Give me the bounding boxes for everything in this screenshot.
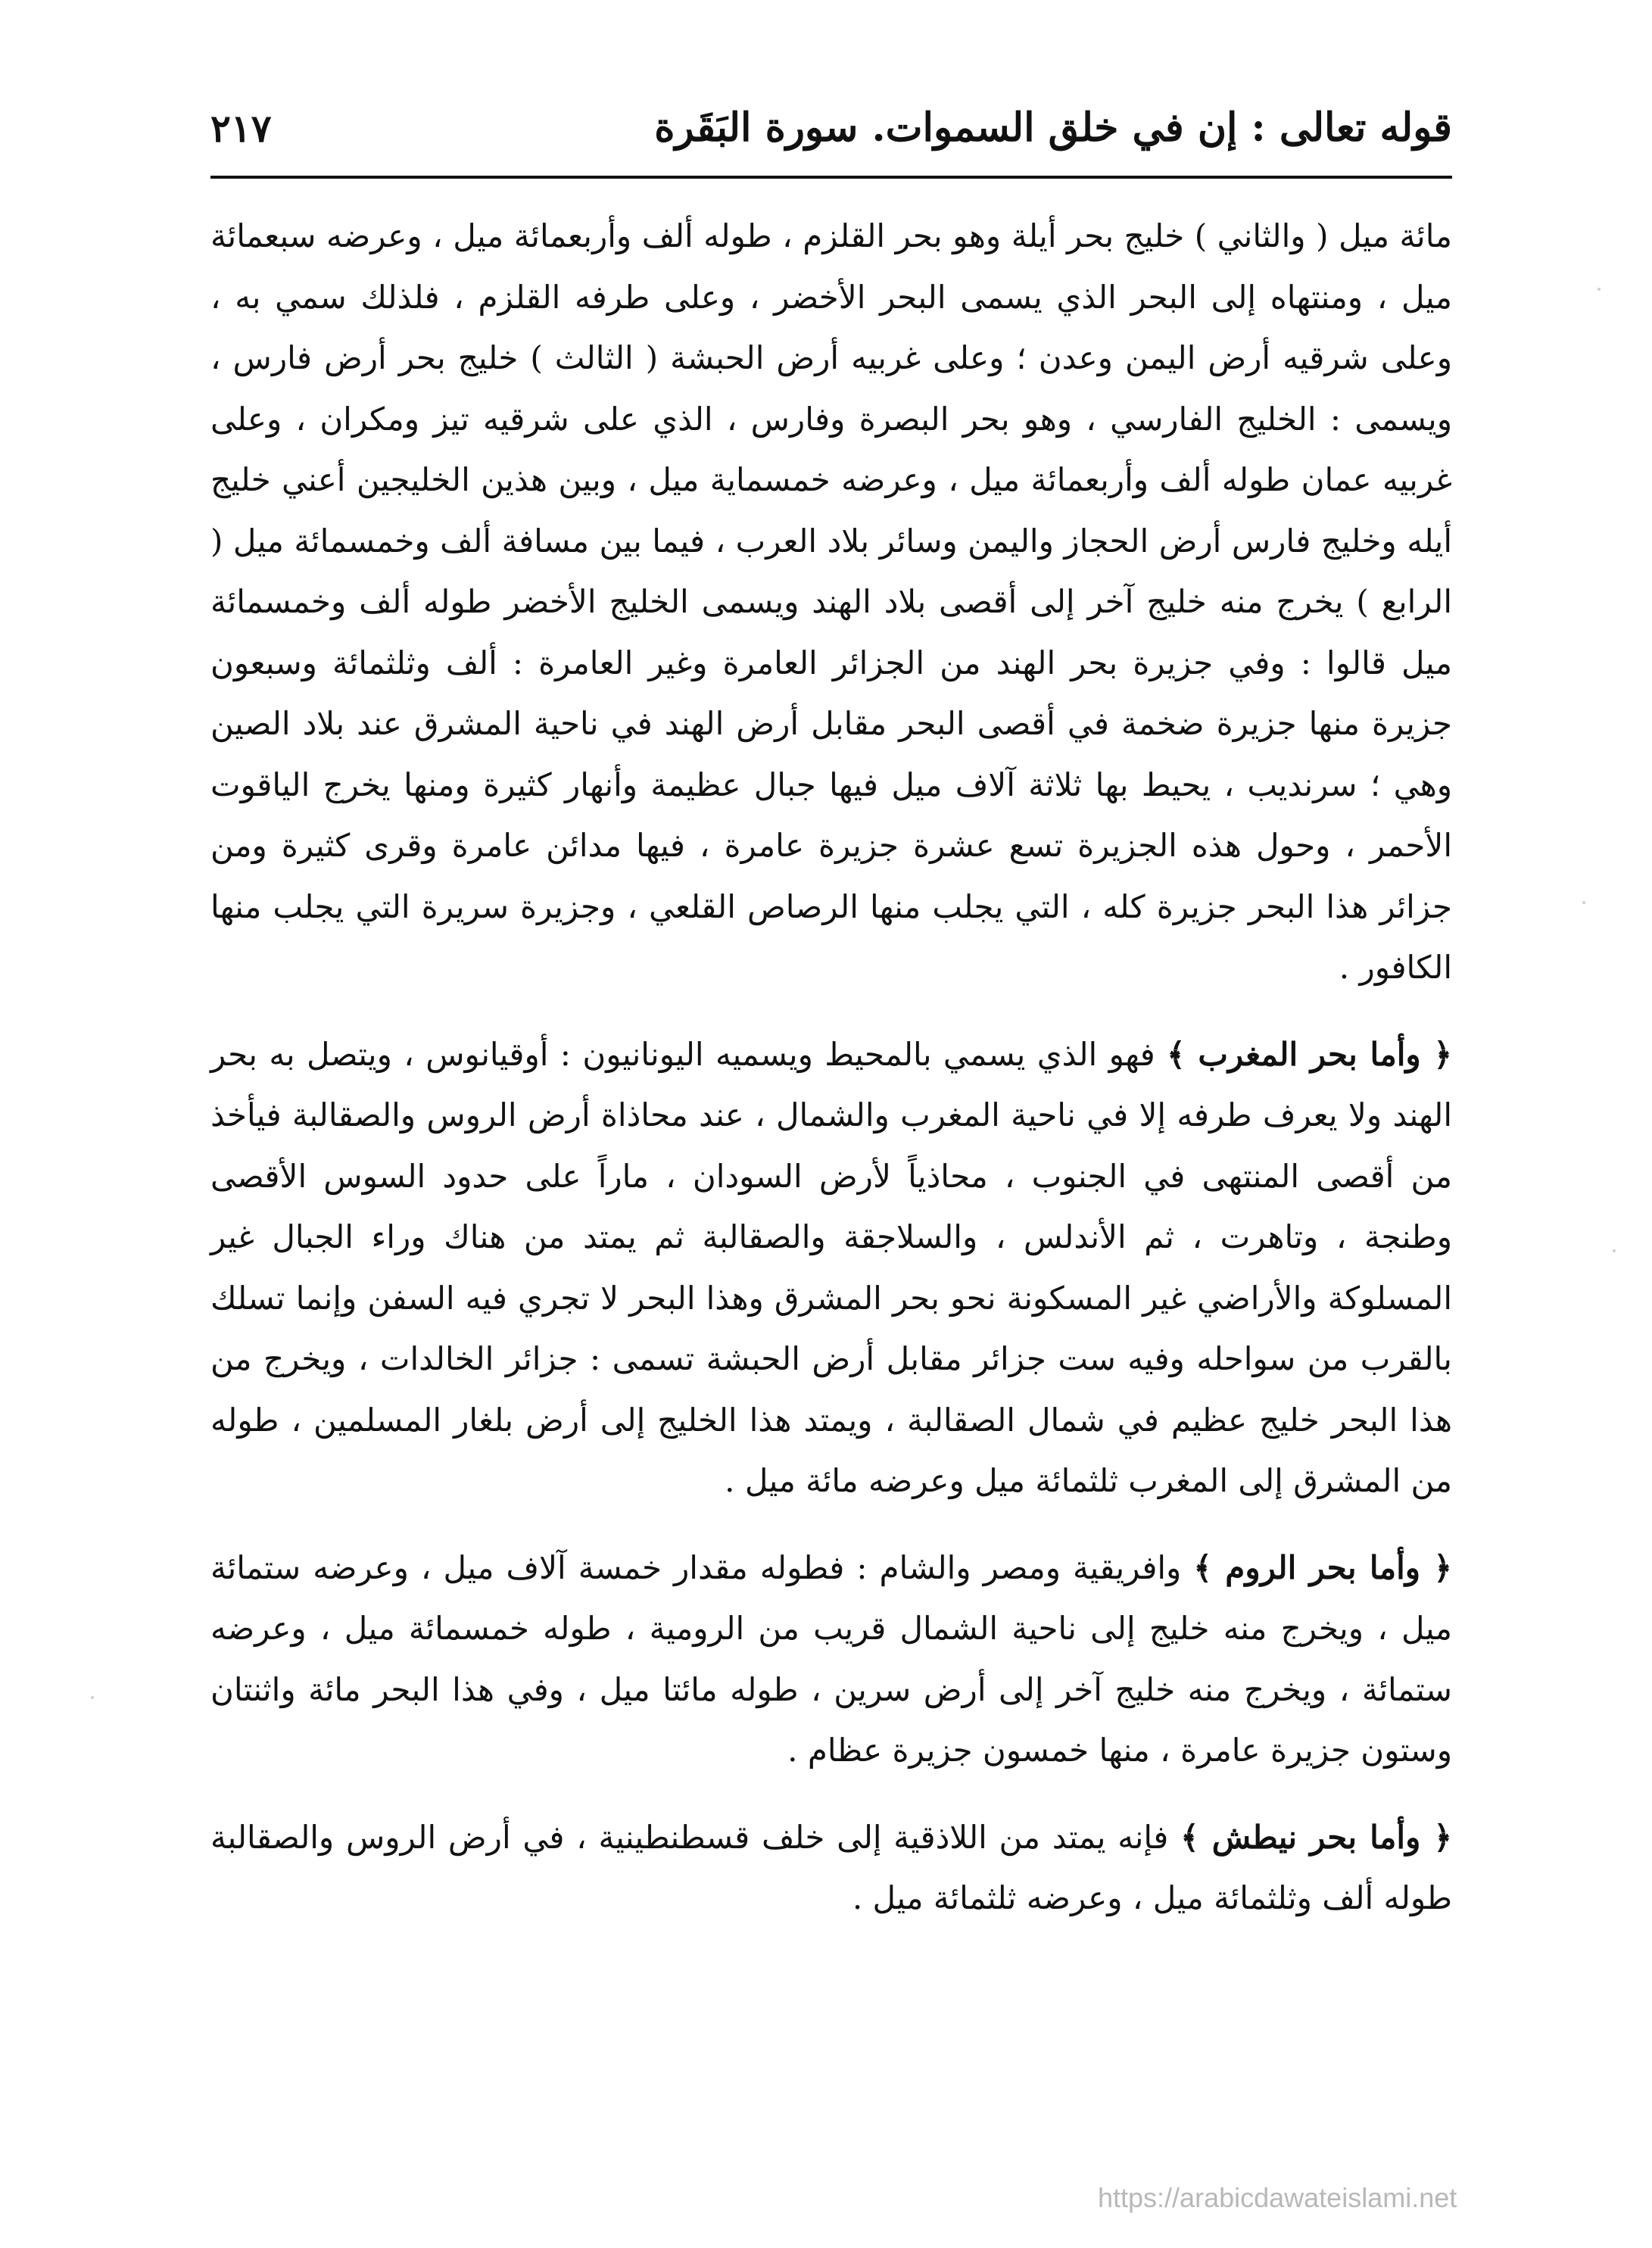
paragraph-western-sea <box>210 1024 1452 1512</box>
page-number: ٢١٧ <box>210 106 272 151</box>
paragraph-pontus-sea <box>210 1807 1452 1929</box>
running-header <box>210 97 1452 173</box>
header-title: قوله تعالى : إن في خلق السموات. سورة البَقَرة <box>654 104 1452 151</box>
paragraph-text: مائة ميل ( والثاني ) خليج بحر أيلة وهو بحر القلزم ، طوله ألف وأربعمائة ميل ، وعرضه سبعمائة ميل ، ومنتهاه إلى البحر الذي يسمى البحر الأخضر ، وعلى طرفه القلزم ، فلذلك سمي به ، وعلى شرقيه أرض اليمن وعدن ؛ وعلى غربيه أرض الحبشة ( الثالث ) خليج بحر أرض فارس ، ويسمى : الخليج الفارسي ، وهو بحر البصرة وفارس ، الذي على شرقيه تيز ومكران ، وعلى غربيه عمان طوله ألف وأربعمائة ميل ، وعرضه خمسماية ميل ، وبين هذين الخليجين أعني خليج أيله وخليج فارس أرض الحجاز واليمن وسائر بلاد العرب ، فيما بين مسافة ألف وخمسمائة ميل ( الرابع ) يخرج منه خليج آخر إلى أقصى بلاد الهند ويسمى الخليج الأخضر طوله ألف وخمسمائة ميل قالوا : وفي جزيرة بحر الهند من الجزائر العامرة وغير العامرة : ألف وثلثمائة وسبعون جزيرة منها جزيرة ضخمة في أقصى البحر مقابل أرض الهند في ناحية المشرق عند بلاد الصين وهي ؛ سرنديب ، يحيط بها ثلاثة آلاف ميل فيها جبال عظيمة وأنهار كثيرة ومنها يخرج الياقوت الأحمر ، وحول هذه الجزيرة تسع عشرة جزيرة عامرة ، فيها مدائن عامرة وقرى كثيرة ومن جزائر هذا البحر جزيرة كله ، التي يجلب منها الرصاص القلعي ، وجزيرة سريرة التي يجلب منها الكافور . <box>210 217 1452 986</box>
paragraph-text: فإنه يمتد من اللاذقية إلى خلف قسطنطينية ، في أرض الروس والصقالبة طوله ألف وثلثمائة ميل ، وعرضه ثلثمائة ميل . <box>210 1818 1452 1916</box>
paragraph-text: وافريقية ومصر والشام : فطوله مقدار خمسة آلاف ميل ، وعرضه ستمائة ميل ، ويخرج منه خليج إلى ناحية الشمال قريب من الرومية ، طوله خمسمائة ميل ، وعرضه ستمائة ، ويخرج منه خليج آخر إلى أرض سرين ، طوله مائتا ميل ، وفي هذا البحر مائة واثنتان وستون جزيرة عامرة ، منها خمسون جزيرة عظام . <box>210 1548 1452 1769</box>
paragraph-roman-sea <box>210 1538 1452 1782</box>
paragraph-seas-continued <box>210 206 1452 999</box>
body-text <box>210 206 1452 1929</box>
section-heading-western-sea: ﴿ وأما بحر المغرب ﴾ <box>1167 1035 1452 1073</box>
scan-speck <box>1597 288 1601 291</box>
section-heading-pontus-sea: ﴿ وأما بحر نيطش ﴾ <box>1180 1818 1452 1856</box>
paragraph-text: فهو الذي يسمي بالمحيط ويسميه اليونانيون : أوقيانوس ، ويتصل به بحر الهند ولا يعرف طرفه إلا في ناحية المغرب والشمال ، عند محاذاة أرض الروس والصقالبة فيأخذ من أقصى المنتهى في الجنوب ، محاذياً لأرض السودان ، ماراً على حدود السوس الأقصى وطنجة ، وتاهرت ، ثم الأندلس ، والسلاجقة والصقالبة ثم يمتد من هناك وراء الجبال غير المسلوكة والأراضي غير المسكونة نحو بحر المشرق وهذا البحر لا تجري فيه السفن وإنما تسلك بالقرب من سواحله وفيه ست جزائر مقابل أرض الحبشة تسمى : جزائر الخالدات ، ويخرج من هذا البحر خليج عظيم في شمال الصقالبة ، ويمتد هذا الخليج إلى أرض بلغار المسلمين ، طوله من المشرق إلى المغرب ثلثمائة ميل وعرضه مائة ميل . <box>210 1035 1452 1499</box>
scan-speck <box>91 1696 94 1699</box>
scan-speck <box>1613 1249 1616 1252</box>
header-divider <box>210 176 1452 179</box>
scan-speck <box>1582 901 1585 904</box>
section-heading-roman-sea: ﴿ وأما بحر الروم ﴾ <box>1193 1548 1452 1586</box>
watermark-url: https://arabicdawateislami.net <box>1098 2182 1457 2213</box>
